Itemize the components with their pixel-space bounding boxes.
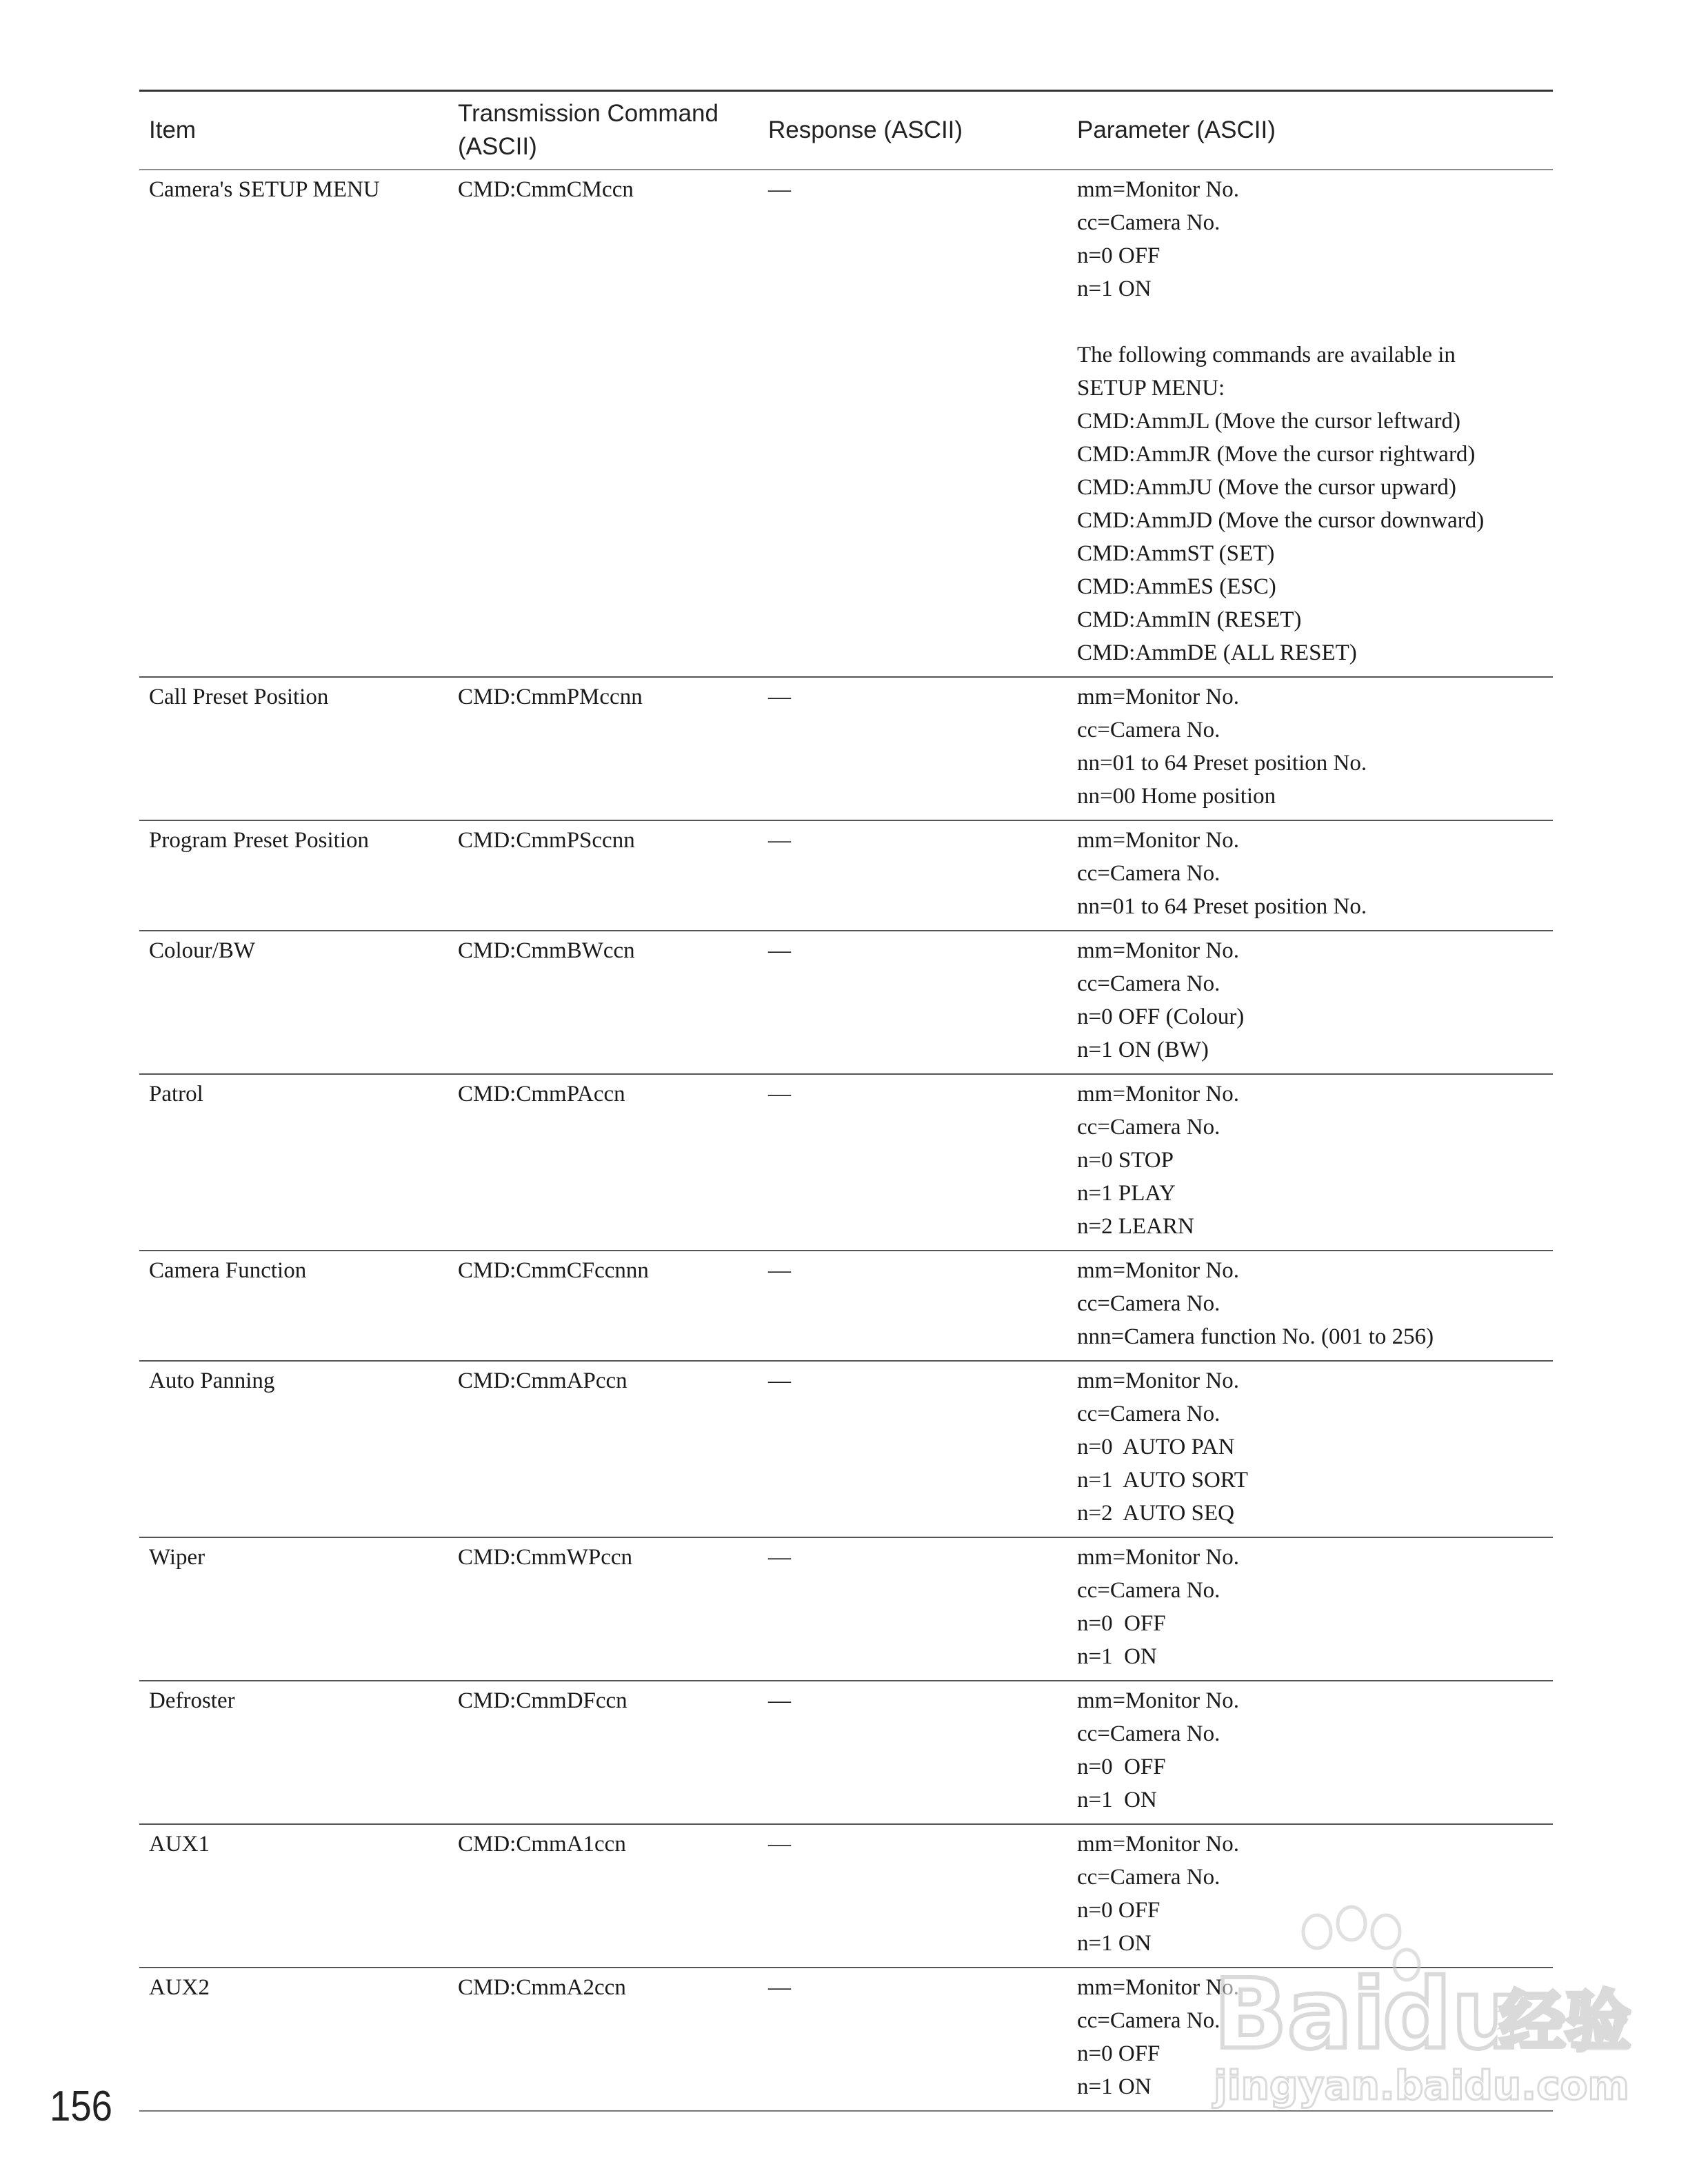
table-row	[139, 1968, 1553, 2111]
parameter-line: n=2 AUTO SEQ	[1077, 1501, 1234, 1526]
row-item: Camera Function	[149, 1258, 307, 1283]
parameter-line: mm=Monitor No.	[1077, 1368, 1239, 1393]
parameter-line: mm=Monitor No.	[1077, 1258, 1239, 1283]
header-transmission-command	[448, 91, 758, 170]
parameter-line: n=0 STOP	[1077, 1148, 1174, 1173]
parameter-line: CMD:AmmJL (Move the cursor leftward)	[1077, 409, 1460, 434]
parameter-line: cc=Camera No.	[1077, 861, 1220, 886]
row-parameters	[1067, 1681, 1553, 1824]
parameter-line: CMD:AmmDE (ALL RESET)	[1077, 640, 1357, 665]
parameter-line: cc=Camera No.	[1077, 210, 1220, 235]
row-response: —	[768, 685, 791, 709]
table-row	[139, 170, 1553, 677]
parameter-line: n=1 PLAY	[1077, 1181, 1176, 1206]
row-item: Call Preset Position	[149, 685, 329, 709]
parameter-line: n=0 OFF	[1077, 2041, 1160, 2066]
row-command: CMD:CmmPAccn	[458, 1082, 625, 1106]
parameter-line: cc=Camera No.	[1077, 1291, 1220, 1316]
parameter-line: mm=Monitor No.	[1077, 938, 1239, 963]
row-command: CMD:CmmCMccn	[458, 177, 634, 202]
row-response: —	[768, 1688, 791, 1713]
row-response: —	[768, 1832, 791, 1857]
parameter-line: CMD:AmmJR (Move the cursor rightward)	[1077, 442, 1476, 467]
parameter-line: mm=Monitor No.	[1077, 828, 1239, 853]
parameter-line: nn=01 to 64 Preset position No.	[1077, 894, 1367, 919]
parameter-line: mm=Monitor No.	[1077, 1082, 1239, 1106]
row-command: CMD:CmmBWccn	[458, 938, 635, 963]
row-item: Colour/BW	[149, 938, 255, 963]
watermark-brand-du: du	[1383, 1959, 1520, 2071]
table-row	[139, 820, 1553, 931]
parameter-line: n=1 ON (BW)	[1077, 1038, 1209, 1062]
parameter-line: CMD:AmmIN (RESET)	[1077, 607, 1302, 632]
watermark-url: jingyan.baidu.com	[1214, 2062, 1629, 2109]
command-table	[139, 90, 1553, 2112]
parameter-line: nnn=Camera function No. (001 to 256)	[1077, 1324, 1434, 1349]
parameter-line: mm=Monitor No.	[1077, 1975, 1239, 2000]
parameter-line: mm=Monitor No.	[1077, 1832, 1239, 1857]
row-response: —	[768, 1258, 791, 1283]
parameter-line: cc=Camera No.	[1077, 2008, 1220, 2033]
row-command: CMD:CmmAPccn	[458, 1368, 627, 1393]
parameter-spacer	[1077, 305, 1553, 338]
row-response: —	[768, 177, 791, 202]
parameter-line: n=1 ON	[1077, 1644, 1157, 1669]
row-parameters	[1067, 1074, 1553, 1251]
parameter-line: mm=Monitor No.	[1077, 1688, 1239, 1713]
row-command: CMD:CmmDFccn	[458, 1688, 627, 1713]
parameter-line: n=0 OFF	[1077, 1755, 1166, 1779]
parameter-line: mm=Monitor No.	[1077, 177, 1239, 202]
row-parameters	[1067, 1824, 1553, 1968]
parameter-line: n=0 AUTO PAN	[1077, 1435, 1235, 1459]
row-command: CMD:CmmA2ccn	[458, 1975, 626, 2000]
row-response: —	[768, 1368, 791, 1393]
parameter-line: n=2 LEARN	[1077, 1214, 1194, 1239]
row-parameters	[1067, 1251, 1553, 1361]
row-parameters	[1067, 170, 1553, 677]
row-parameters	[1067, 820, 1553, 931]
table-row	[139, 1361, 1553, 1537]
page-number: 156	[50, 2083, 113, 2130]
watermark-jingyan: 经验	[1500, 1984, 1631, 2060]
parameter-line: CMD:AmmES (ESC)	[1077, 574, 1276, 599]
parameter-line: mm=Monitor No.	[1077, 1545, 1239, 1570]
parameter-line: n=1 ON	[1077, 276, 1152, 301]
row-item: Wiper	[149, 1545, 205, 1570]
row-response: —	[768, 1082, 791, 1106]
row-command: CMD:CmmA1ccn	[458, 1832, 626, 1857]
row-item: AUX1	[149, 1832, 210, 1857]
table-row	[139, 677, 1553, 820]
table-row	[139, 1681, 1553, 1824]
parameter-line: nn=00 Home position	[1077, 784, 1276, 809]
header-transmission-command-label: Transmission Command (ASCII)	[458, 100, 719, 160]
row-command: CMD:CmmPSccnn	[458, 828, 635, 853]
table-body	[139, 170, 1553, 2111]
row-parameters	[1067, 677, 1553, 820]
parameter-line: cc=Camera No.	[1077, 1721, 1220, 1746]
parameter-line: The following commands are available in	[1077, 343, 1456, 367]
row-command: CMD:CmmWPccn	[458, 1545, 632, 1570]
table-row	[139, 1074, 1553, 1251]
row-item: Patrol	[149, 1082, 203, 1106]
parameter-line: CMD:AmmST (SET)	[1077, 541, 1275, 566]
parameter-line: cc=Camera No.	[1077, 971, 1220, 996]
row-response: —	[768, 1545, 791, 1570]
row-parameters	[1067, 1968, 1553, 2111]
row-parameters	[1067, 1537, 1553, 1681]
row-parameters	[1067, 1361, 1553, 1537]
table-row	[139, 1824, 1553, 1968]
parameter-line: n=0 OFF	[1077, 1898, 1160, 1923]
parameter-line: CMD:AmmJU (Move the cursor upward)	[1077, 475, 1456, 500]
parameter-line: n=1 ON	[1077, 2074, 1152, 2099]
parameter-line: n=1 ON	[1077, 1931, 1152, 1956]
row-response: —	[768, 1975, 791, 2000]
row-item: Auto Panning	[149, 1368, 275, 1393]
parameter-line: n=1 AUTO SORT	[1077, 1468, 1248, 1493]
header-response: Response (ASCII)	[768, 117, 963, 143]
parameter-line: mm=Monitor No.	[1077, 685, 1239, 709]
parameter-line: n=0 OFF (Colour)	[1077, 1004, 1245, 1029]
parameter-line: n=1 ON	[1077, 1788, 1157, 1812]
row-item: AUX2	[149, 1975, 210, 2000]
row-item: Program Preset Position	[149, 828, 369, 853]
row-item: Defroster	[149, 1688, 235, 1713]
row-command: CMD:CmmCFccnnn	[458, 1258, 649, 1283]
row-command: CMD:CmmPMccnn	[458, 685, 643, 709]
parameter-line: n=0 OFF	[1077, 243, 1160, 268]
header-parameter: Parameter (ASCII)	[1077, 117, 1276, 143]
watermark-brand: Bai	[1214, 1959, 1386, 2071]
header-row	[139, 91, 1553, 170]
parameter-line: cc=Camera No.	[1077, 1865, 1220, 1890]
table-row	[139, 931, 1553, 1074]
parameter-line: nn=01 to 64 Preset position No.	[1077, 751, 1367, 776]
table-row	[139, 1537, 1553, 1681]
table-row	[139, 1251, 1553, 1361]
row-response: —	[768, 938, 791, 963]
parameter-line: CMD:AmmJD (Move the cursor downward)	[1077, 508, 1485, 533]
table-header	[139, 91, 1553, 170]
parameter-line: cc=Camera No.	[1077, 1578, 1220, 1603]
parameter-line: cc=Camera No.	[1077, 1402, 1220, 1426]
row-item: Camera's SETUP MENU	[149, 177, 380, 202]
parameter-line: cc=Camera No.	[1077, 718, 1220, 742]
row-response: —	[768, 828, 791, 853]
row-parameters	[1067, 931, 1553, 1074]
parameter-line: SETUP MENU:	[1077, 376, 1225, 401]
header-item: Item	[149, 117, 197, 143]
parameter-line: n=0 OFF	[1077, 1611, 1166, 1636]
parameter-line: cc=Camera No.	[1077, 1115, 1220, 1140]
